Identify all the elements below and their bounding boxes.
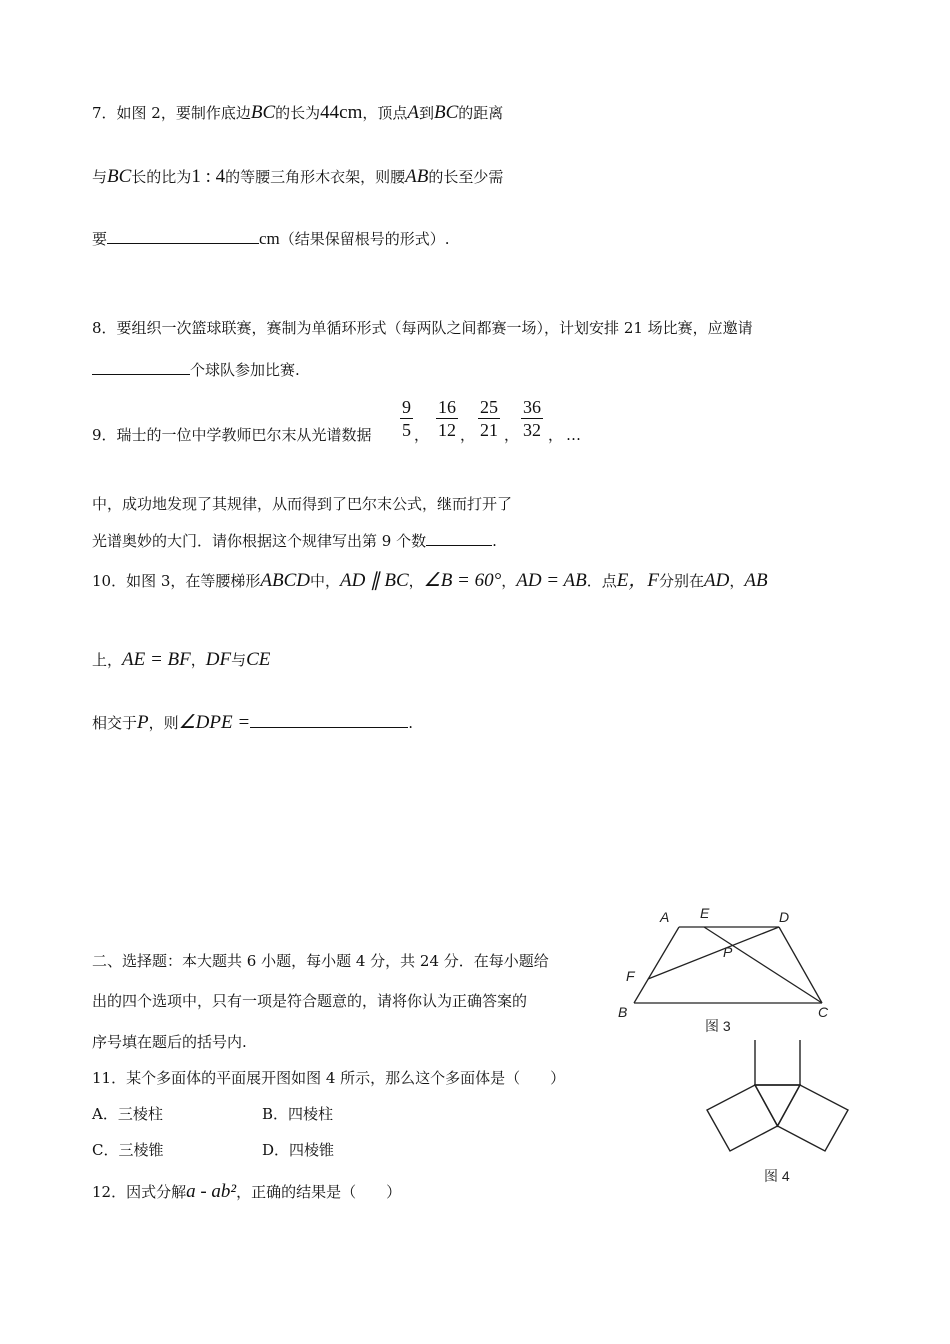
q10-text: 分别在 xyxy=(659,572,705,590)
figure-4-caption: 图 4 xyxy=(764,1168,790,1184)
q7-text: 7．如图 2，要制作底边 xyxy=(92,104,251,122)
q9-fraction-2 xyxy=(436,396,458,441)
q7-text: ，顶点 xyxy=(362,104,408,122)
segment-ab xyxy=(634,927,679,1003)
answer-blank[interactable] xyxy=(426,529,492,546)
q10-text: ， xyxy=(729,572,745,590)
label-a: A xyxy=(660,909,670,925)
q10-text: 上， xyxy=(92,651,123,669)
section2-line-1: 二、选择题：本大题共 6 小题，每小题 4 分，共 24 分．在每小题给 xyxy=(92,952,549,970)
q9-line-3 xyxy=(92,529,497,552)
q12-line xyxy=(92,1181,401,1203)
q10-math: AE = BF xyxy=(122,649,191,670)
q7-line-2 xyxy=(92,166,503,188)
q7-math-bc: BC xyxy=(434,102,459,123)
q7-text: 的长至少需 xyxy=(428,168,504,186)
right-square xyxy=(778,1085,849,1151)
q10-math: AB xyxy=(744,570,768,591)
q7-math-ratio: 1 : 4 xyxy=(191,166,226,187)
q12-math: a - ab² xyxy=(186,1181,237,1202)
q9-line-1 xyxy=(92,424,372,446)
fraction-numerator: 36 xyxy=(523,397,541,417)
q8-text: 个球队参加比赛. xyxy=(190,361,300,379)
q9-comma: ， xyxy=(504,426,520,444)
q9-text: 光谱奥妙的大门．请你根据这个规律写出第 9 个数 xyxy=(92,532,427,550)
fraction-numerator: 16 xyxy=(438,397,456,417)
top-square xyxy=(755,1040,800,1085)
q7-text: 的等腰三角形木衣架，则腰 xyxy=(225,168,406,186)
q7-math-length: 44cm xyxy=(320,102,363,123)
q10-math: AD = AB xyxy=(516,570,587,591)
q10-line-1 xyxy=(92,570,768,592)
fraction-denominator: 21 xyxy=(480,420,498,440)
q10-text: ， xyxy=(501,572,517,590)
q10-math: DF xyxy=(205,649,232,670)
answer-blank[interactable] xyxy=(107,227,259,244)
q7-unit-cm: cm xyxy=(259,229,280,248)
label-f: F xyxy=(626,968,635,984)
segment-df xyxy=(648,927,779,979)
section2-line-3: 序号填在题后的括号内. xyxy=(92,1033,247,1051)
q10-text: ， xyxy=(408,572,424,590)
q10-math: P xyxy=(137,712,149,733)
q11-option-c[interactable]: C．三棱锥 xyxy=(92,1141,164,1159)
fraction-numerator: 9 xyxy=(402,397,411,417)
q9-fraction-1 xyxy=(400,396,413,441)
fraction-numerator: 25 xyxy=(480,397,498,417)
q10-line-3 xyxy=(92,711,413,734)
q7-math-a: A xyxy=(407,102,419,123)
q12-text: ，正确的结果是（ ） xyxy=(236,1183,402,1201)
q7-text: 的长为 xyxy=(275,104,321,122)
q10-text: ，则 xyxy=(148,714,179,732)
q8-line-1: 8．要组织一次篮球联赛，赛制为单循环形式（每两队之间都赛一场），计划安排 21 场比赛，应邀请 xyxy=(92,319,753,337)
q10-math: E，F xyxy=(616,570,659,591)
segment-ec xyxy=(704,927,822,1003)
q10-text: . xyxy=(408,714,413,732)
q7-text: 要 xyxy=(92,230,108,248)
label-c: C xyxy=(818,1004,829,1020)
q7-math-ab: AB xyxy=(405,166,429,187)
q11-stem: 11．某个多面体的平面展开图如图 4 所示，那么这个多面体是（ ） xyxy=(92,1069,566,1087)
q10-text: 相交于 xyxy=(92,714,138,732)
figure-3-caption: 图 3 xyxy=(705,1018,731,1034)
fraction-denominator: 32 xyxy=(523,420,541,440)
q12-text: 12．因式分解 xyxy=(92,1183,187,1201)
left-square xyxy=(707,1085,778,1151)
q7-text: 的距离 xyxy=(458,104,504,122)
label-b: B xyxy=(618,1004,628,1020)
q10-text: 10．如图 3，在等腰梯形 xyxy=(92,572,261,590)
q10-text: ．点 xyxy=(586,572,617,590)
section2-line-2: 出的四个选项中，只有一项是符合题意的，请将你认为正确答案的 xyxy=(92,992,528,1010)
q9-line-2: 中，成功地发现了其规律，从而得到了巴尔末公式，继而打开了 xyxy=(92,495,513,513)
q9-text: . xyxy=(492,532,497,550)
q7-line-1 xyxy=(92,102,503,124)
q11-option-b[interactable]: B．四棱柱 xyxy=(262,1105,334,1123)
answer-blank[interactable] xyxy=(250,711,408,728)
q11-option-d[interactable]: D．四棱锥 xyxy=(262,1141,335,1159)
center-triangle xyxy=(755,1085,800,1126)
q10-line-2 xyxy=(92,649,270,671)
q7-text: 到 xyxy=(419,104,435,122)
figure-4-net xyxy=(700,1036,870,1186)
q7-math-bc: BC xyxy=(107,166,132,187)
q7-math-bc: BC xyxy=(250,102,276,123)
fraction-denominator: 12 xyxy=(438,420,456,440)
q10-text: 中， xyxy=(310,572,341,590)
q9-text: 9．瑞士的一位中学教师巴尔末从光谱数据 xyxy=(92,426,372,444)
q8-line-2 xyxy=(92,358,300,381)
q7-text: 长的比为 xyxy=(131,168,192,186)
q9-fraction-3 xyxy=(478,396,500,441)
q7-text: （结果保留根号的形式）. xyxy=(279,230,450,248)
q9-ellipsis: … xyxy=(566,426,581,444)
figure-3-trapezoid xyxy=(612,900,852,1040)
q10-text: 与 xyxy=(231,651,247,669)
fraction-denominator: 5 xyxy=(402,420,411,440)
q9-comma: ， xyxy=(548,426,564,444)
label-d: D xyxy=(779,909,790,925)
q10-text: ， xyxy=(190,651,206,669)
q7-line-3 xyxy=(92,227,450,250)
segment-dc xyxy=(779,927,822,1003)
q10-math: AD xyxy=(704,570,730,591)
q7-text: 与 xyxy=(92,168,108,186)
q10-math: AD ∥ BC xyxy=(340,570,409,591)
q10-math: CE xyxy=(246,649,271,670)
label-e: E xyxy=(700,905,710,921)
label-p: P xyxy=(723,944,733,960)
q10-math: ∠DPE = xyxy=(178,712,251,733)
q9-comma: ， xyxy=(414,426,430,444)
q9-fraction-4 xyxy=(521,396,543,441)
q9-comma: ， xyxy=(460,426,476,444)
answer-blank[interactable] xyxy=(92,358,190,375)
q10-math: ABCD xyxy=(260,570,311,591)
q11-option-a[interactable]: A．三棱柱 xyxy=(92,1105,163,1123)
q10-math: ∠B = 60° xyxy=(423,570,502,591)
